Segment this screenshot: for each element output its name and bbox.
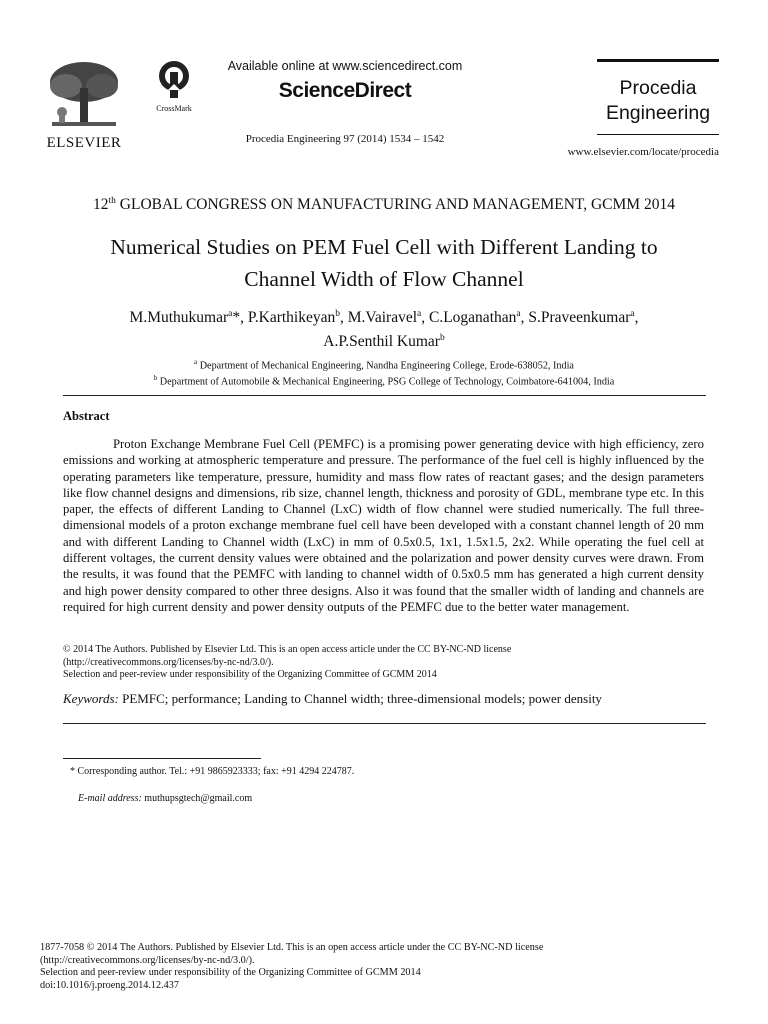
- author-affil-sup: b: [335, 309, 340, 319]
- email-link[interactable]: muthupsgtech@gmail.com: [141, 793, 253, 804]
- license-link[interactable]: (http://creativecommons.org/licenses/by-nc-nd/3.0/).: [63, 656, 274, 668]
- abstract-heading: Abstract: [63, 409, 110, 423]
- keywords-label: Keywords:: [63, 691, 119, 706]
- keywords-text: PEMFC; performance; Landing to Channel width; three-dimensional models; power density: [118, 691, 602, 706]
- author-separator: ,: [421, 309, 429, 327]
- license-notice: [63, 644, 706, 682]
- journal-citation: Procedia Engineering 97 (2014) 1534 – 1542: [245, 133, 445, 145]
- journal-name-line2: Engineering: [605, 102, 711, 124]
- publication-footer: [40, 942, 740, 993]
- paper-title-line1: Numerical Studies on PEM Fuel Cell with Different Landing to: [110, 235, 658, 259]
- author-affil-sup: a: [417, 309, 422, 319]
- author-separator: *,: [232, 309, 248, 327]
- author-separator: ,: [634, 309, 639, 327]
- affiliation-text: Department of Automobile & Mechanical Engineering, PSG College of Technology, Coimbatore-641004, India: [157, 376, 615, 388]
- license-line: © 2014 The Authors. Published by Elsevier Ltd. This is an open access article under the CC BY-NC-ND license: [63, 644, 512, 655]
- author-affil-sup: a: [516, 309, 521, 319]
- author-separator: ,: [339, 309, 348, 327]
- abstract-body: Proton Exchange Membrane Fuel Cell (PEMFC) is a promising power generating device with high efficiency, zero emissions and working at atmospheric temperature and pressure. The performance of the fuel cell is highly influenced by the operating parameters like temperature, pressure, humidity and mass flow rates of reactant gases; and the design parameters like flow channel designs and dimensions, rib size, channel length, thickness and porosity of GDL, membrane type etc. In this paper, the effects of different Landing to Channel (LxC) width of flow channel were studied numerically. The full three-dimensional models of a proton exchange membrane fuel cell have been developed with a constant channel length of 20 mm and with different Landing to Channel width (LxC) in mm of 0.5x0.5, 1x1, 1.5x1.5, 2x2. While operating the fuel cell at different voltages, the current density values were obtained and the polarization and power density curves were drawn. From the results, it was found that the PEMFC with landing to channel width of 0.5x0.5 mm has generated a high current density and high power density compared to other three designs. Also it was found that the smaller width of landing and channels are required for high current density and power density outputs of the PEMFC due to the better water management.: [63, 437, 704, 614]
- journal-name-line1: Procedia: [619, 77, 697, 99]
- journal-url-link[interactable]: www.elsevier.com/locate/procedia: [567, 146, 719, 158]
- email-label: E-mail address:: [78, 793, 142, 804]
- footer-line: Selection and peer-review under responsibility of the Organizing Committee of GCMM 2014: [40, 967, 421, 979]
- affiliation-sup: b: [153, 374, 158, 383]
- publisher-name: ELSEVIER: [46, 135, 122, 151]
- author-name: M.Vairavel: [347, 309, 418, 327]
- sciencedirect-brand: ScienceDirect: [278, 79, 412, 102]
- affiliation-text: Department of Mechanical Engineering, Nandha Engineering College, Erode-638052, India: [197, 360, 574, 372]
- footnote-divider: [63, 758, 261, 759]
- crossmark-label: CrossMark: [156, 104, 192, 113]
- tree-icon: [44, 60, 124, 128]
- abstract-top-divider: [63, 395, 706, 396]
- abstract-bottom-divider: [63, 723, 706, 724]
- elsevier-logo: [44, 60, 124, 150]
- conference-ordinal-suffix: th: [108, 196, 116, 206]
- author-name: P.Karthikeyan: [247, 309, 336, 327]
- footer-license-link[interactable]: (http://creativecommons.org/licenses/by-nc-nd/3.0/).: [40, 954, 255, 966]
- affiliation-item: [40, 372, 728, 388]
- crossmark-icon: [158, 60, 190, 98]
- author-affil-sup: a: [228, 309, 233, 319]
- available-online: Available online at www.sciencedirect.com: [227, 59, 463, 73]
- corresponding-author-note: * Corresponding author. Tel.: +91 9865923333; fax: +91 4294 224787.: [70, 766, 355, 777]
- affiliation-item: [40, 356, 728, 372]
- license-line: Selection and peer-review under responsibility of the Organizing Committee of GCMM 2014: [63, 669, 437, 680]
- keywords: [63, 691, 706, 707]
- conference-name: [30, 196, 738, 214]
- author-name: M.Muthukumar: [129, 309, 229, 327]
- email-address: [78, 793, 252, 804]
- crossmark-badge[interactable]: [150, 60, 198, 112]
- author-affil-sup: b: [439, 333, 445, 344]
- conference-ordinal: 12: [93, 196, 109, 214]
- paper-title-line2: Channel Width of Flow Channel: [244, 267, 524, 291]
- journal-name: [597, 76, 719, 126]
- affiliations: [40, 356, 728, 389]
- footer-doi[interactable]: doi:10.1016/j.proeng.2014.12.437: [40, 980, 179, 992]
- author-name: S.Praveenkumar: [528, 309, 631, 327]
- author-name: C.Loganathan: [429, 309, 517, 327]
- footer-line: 1877-7058 © 2014 The Authors. Published by Elsevier Ltd. This is an open access article under the CC BY-NC-ND license: [40, 942, 544, 953]
- author-list: [40, 304, 728, 352]
- paper-title: [40, 231, 728, 295]
- author-separator: ,: [520, 309, 529, 327]
- author-name: A.P.Senthil Kumar: [323, 333, 440, 351]
- journal-title-box: [597, 59, 719, 135]
- affiliation-sup: a: [194, 358, 198, 366]
- author-affil-sup: a: [630, 309, 635, 319]
- conference-title: GLOBAL CONGRESS ON MANUFACTURING AND MANAGEMENT, GCMM 2014: [115, 196, 675, 214]
